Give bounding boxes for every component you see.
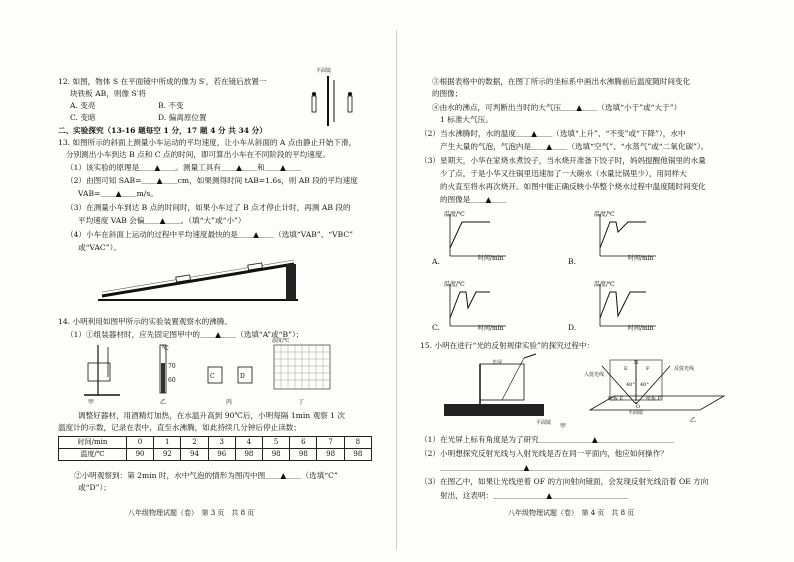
q15-part2b: ＿＿＿＿＿＿＿＿＿＿＿▲＿＿＿＿＿＿＿＿＿＿＿＿＿＿＿＿ <box>440 463 651 472</box>
q14-para2: 温度计的示数，记录在表中，直至水沸腾，如此持续几分钟后停止读数； <box>58 423 301 432</box>
q14-fig-d: D <box>240 373 245 380</box>
table-cell: 3 <box>208 437 235 449</box>
right-page-footer: 八年级物理试题（卷） 第 4 页 共 8 页 <box>508 509 635 517</box>
r-step4a: ④由水的沸点，可判断出当时的大气压＿＿▲＿＿（选填“小于”或“大于”） <box>432 103 682 112</box>
table-cell: 8 <box>344 437 371 449</box>
q15-fig-n: N <box>634 360 639 366</box>
table-cell: 时间/min <box>59 437 127 449</box>
graph-a-label: A. <box>432 257 440 266</box>
r-step4b: 1 标准大气压。 <box>440 115 493 124</box>
q14-fig-jia: 甲 <box>88 399 95 406</box>
graph-c-ylabel: 温度/℃ <box>444 281 465 288</box>
q15-line1: 15. 小明在进行“光的反射规律实验”的探究过程中： <box>420 341 595 350</box>
q15-part3a: （3）在图乙中，如果让光线逆着 OF 的方向射向镜面，会发现反射光线沿着 OE 方向 <box>420 477 709 486</box>
q12-line2: 块铁板 AB，则像 S′将 <box>70 89 146 98</box>
q12-option-a: A. 变亮 <box>70 101 96 110</box>
q15-fig-mirror-yi: 平面镜 <box>628 410 644 416</box>
graph-d-label: D. <box>568 323 577 332</box>
q15-fig-out: 反射光线 <box>674 366 695 372</box>
page-fold-divider <box>396 30 397 550</box>
r-part3-line4: 的图像是＿＿▲＿＿ <box>440 195 507 204</box>
r-part3-line3: 的火直至将水再次烧开。如图中能正确反映小华整个烧水过程中温度随时间变化 <box>440 182 706 191</box>
graph-d <box>600 284 656 326</box>
r-step3a: ③根据表格中的数据，在图丁所示的坐标系中画出水沸腾前后温度随时间变化 <box>432 77 691 86</box>
table-cell: 90 <box>126 449 153 461</box>
table-cell: 98 <box>317 449 344 461</box>
q15-fig-board-f: 纸板 F <box>646 396 662 402</box>
q12-fig-label: 平面镜 <box>316 68 332 74</box>
q15-fig-in: 入射光线 <box>584 372 605 378</box>
r-part2a: （2）当水沸腾时，水的温度＿＿▲＿＿（选填“上升”、“不变”或“下降”），水中 <box>420 129 686 138</box>
table-header-row <box>59 437 372 449</box>
q14-fig-yi: 乙 <box>160 399 167 406</box>
q12-option-d: D. 偏离原位置 <box>158 113 207 122</box>
r-part2b: 产生大量的气泡，气泡内是＿＿▲＿＿（选填“空气”、“水蒸气”或“二氧化碳”）。 <box>440 142 709 151</box>
q13-part3b: 平均速度 VAB 会偏＿＿▲＿＿。（填“大”或“小”） <box>78 216 246 225</box>
q13-incline-figure <box>98 256 308 304</box>
q12-line1: 12. 如图，物体 S 在平面镜中所成的像为 S′，若在镜后放置一 <box>58 77 267 86</box>
graph-b-ylabel: 温度/℃ <box>594 211 615 218</box>
q13-part4b: 或“VAC”）。 <box>78 243 122 252</box>
q14-para1: 调整好器材，用酒精灯加热，在水温升高到 90℃后，小明每隔 1min 观察 1 次 <box>78 411 346 420</box>
q15-fig-o: O <box>636 404 641 410</box>
table-cell: 96 <box>208 449 235 461</box>
graph-d-ylabel: 温度/℃ <box>594 281 615 288</box>
table-cell: 98 <box>290 449 317 461</box>
q13-part2b: VAB=＿＿▲＿＿m/s。 <box>78 189 158 198</box>
q14-fig-c: C <box>210 373 215 380</box>
q13-part2a: （2）由图可知 SAB=＿＿▲＿＿cm，如果测得时间 tAB=1.6s，则 AB 段的平均速度 <box>66 176 358 185</box>
table-cell: 6 <box>290 437 317 449</box>
q-boiling-option-graphs <box>430 208 730 338</box>
q15-fig-f: F <box>646 366 650 372</box>
table-cell: 98 <box>344 449 371 461</box>
q15-fig-e: E <box>624 366 628 372</box>
q14-data-table <box>58 436 372 461</box>
graph-a <box>450 214 506 256</box>
graph-a-ylabel: 温度/℃ <box>444 211 465 218</box>
q14-thermo-unit: ℃ <box>162 345 169 352</box>
graph-c-xlabel: 时间/min <box>478 325 504 332</box>
section-2-heading: 二、实验探究（13-16 题每空 1 分，17 题 4 分 共 34 分） <box>58 126 267 135</box>
table-row <box>59 449 372 461</box>
q15-part2a: （2）小明想探究反射光线与入射光线是否在同一平面内，他应如何操作？ <box>420 449 668 458</box>
table-cell: 1 <box>154 437 181 449</box>
table-cell: 4 <box>235 437 262 449</box>
q14-part1: （1）①组装器材时，应先固定图甲中的＿＿▲＿＿（选填“A”或“B”）； <box>66 330 304 339</box>
q15-fig-angle2: 40° <box>640 382 649 388</box>
q15-part1: （1）在光屏上标有角度是为了研究＿＿＿＿＿＿＿▲＿＿＿＿＿＿＿＿＿＿ <box>420 435 674 444</box>
graph-c-label: C. <box>432 323 440 332</box>
q12-option-b: B. 不变 <box>158 101 184 110</box>
q14-thermo-60: 60 <box>168 377 176 384</box>
q14-part2a: ②小明观察到：第 2min 时，水中气泡的情形为图丙中图＿＿▲＿＿（选填“C” <box>74 471 338 480</box>
q15-fig-angle1: 40° <box>626 382 635 388</box>
q15-fig-mirror-jia: 平面镜 <box>536 420 552 426</box>
table-cell: 98 <box>263 449 290 461</box>
q15-fig-jia: 甲 <box>560 423 567 430</box>
q14-line1: 14. 小明利用如图甲所示的实验装置观察水的沸腾。 <box>58 317 232 326</box>
q14-fig-bing: 丙 <box>226 399 233 406</box>
q14-thermo-70: 70 <box>168 363 176 370</box>
q15-fig-screen: 光屏 <box>492 360 503 366</box>
q13-part1: （1）该实验的原理是＿＿▲＿＿。测量工具有＿＿▲＿＿和＿＿▲＿＿ <box>66 163 301 172</box>
table-cell: 5 <box>263 437 290 449</box>
r-part3-line1: （3）星期天，小华在家烧水煮饺子，当水烧开准备下饺子时，妈妈提醒他锅里的水量 <box>420 156 706 165</box>
graph-b <box>600 214 656 256</box>
table-cell: 92 <box>154 449 181 461</box>
graph-a-xlabel: 时间/min <box>478 255 504 262</box>
q13-part3a: （3）在测量小车到达 B 点的时间时，如果小车过了 B 点才停止计时，再测 AB 段的 <box>66 203 351 212</box>
table-cell: 94 <box>181 449 208 461</box>
graph-c <box>450 284 506 326</box>
q13-line2: 分别测出小车到达 B 点和 C 点的时间，即可算出小车在不同阶段的平均速度。 <box>66 150 331 159</box>
q15-part3b: 射出，这表明：＿＿＿＿＿＿＿▲＿＿＿＿＿＿＿＿＿＿ <box>440 491 629 500</box>
q14-apparatus-figures <box>78 341 338 401</box>
graph-b-label: B. <box>568 257 576 266</box>
table-cell: 温度/℃ <box>59 449 127 461</box>
r-step3b: 的图像； <box>432 89 463 98</box>
q12-option-c: C. 变暗 <box>70 113 96 122</box>
r-part3-line2: 少了点，于是小华又往锅里迅速加了一大碗水（水量比锅里少），用同样大 <box>440 169 687 178</box>
graph-b-xlabel: 时间/min <box>628 255 654 262</box>
left-page-footer: 八年级物理试题（卷） 第 3 页 共 8 页 <box>128 509 255 517</box>
q15-fig-board-e: 纸板 E <box>608 396 624 402</box>
q14-part2b: 或“D”）； <box>78 483 111 492</box>
q13-line1: 13. 如图所示的斜面上测量小车运动的平均速度，让小车从斜面的 A 点由静止开始下滑， <box>58 138 357 147</box>
q13-part4a: （4）小车在斜面上运动的过程中平均速度最快的是＿＿▲＿＿（选填“VAB”、“VBC” <box>66 230 354 239</box>
q12-mirror-figure <box>306 70 366 130</box>
graph-d-xlabel: 时间/min <box>628 325 654 332</box>
table-cell: 2 <box>181 437 208 449</box>
q14-fig-ding: 丁 <box>298 399 305 406</box>
q15-fig-yi: 乙 <box>690 417 697 424</box>
table-cell: 98 <box>235 449 262 461</box>
table-cell: 7 <box>317 437 344 449</box>
table-cell: 0 <box>126 437 153 449</box>
q14-graph-label: 温度/℃ <box>272 338 290 344</box>
